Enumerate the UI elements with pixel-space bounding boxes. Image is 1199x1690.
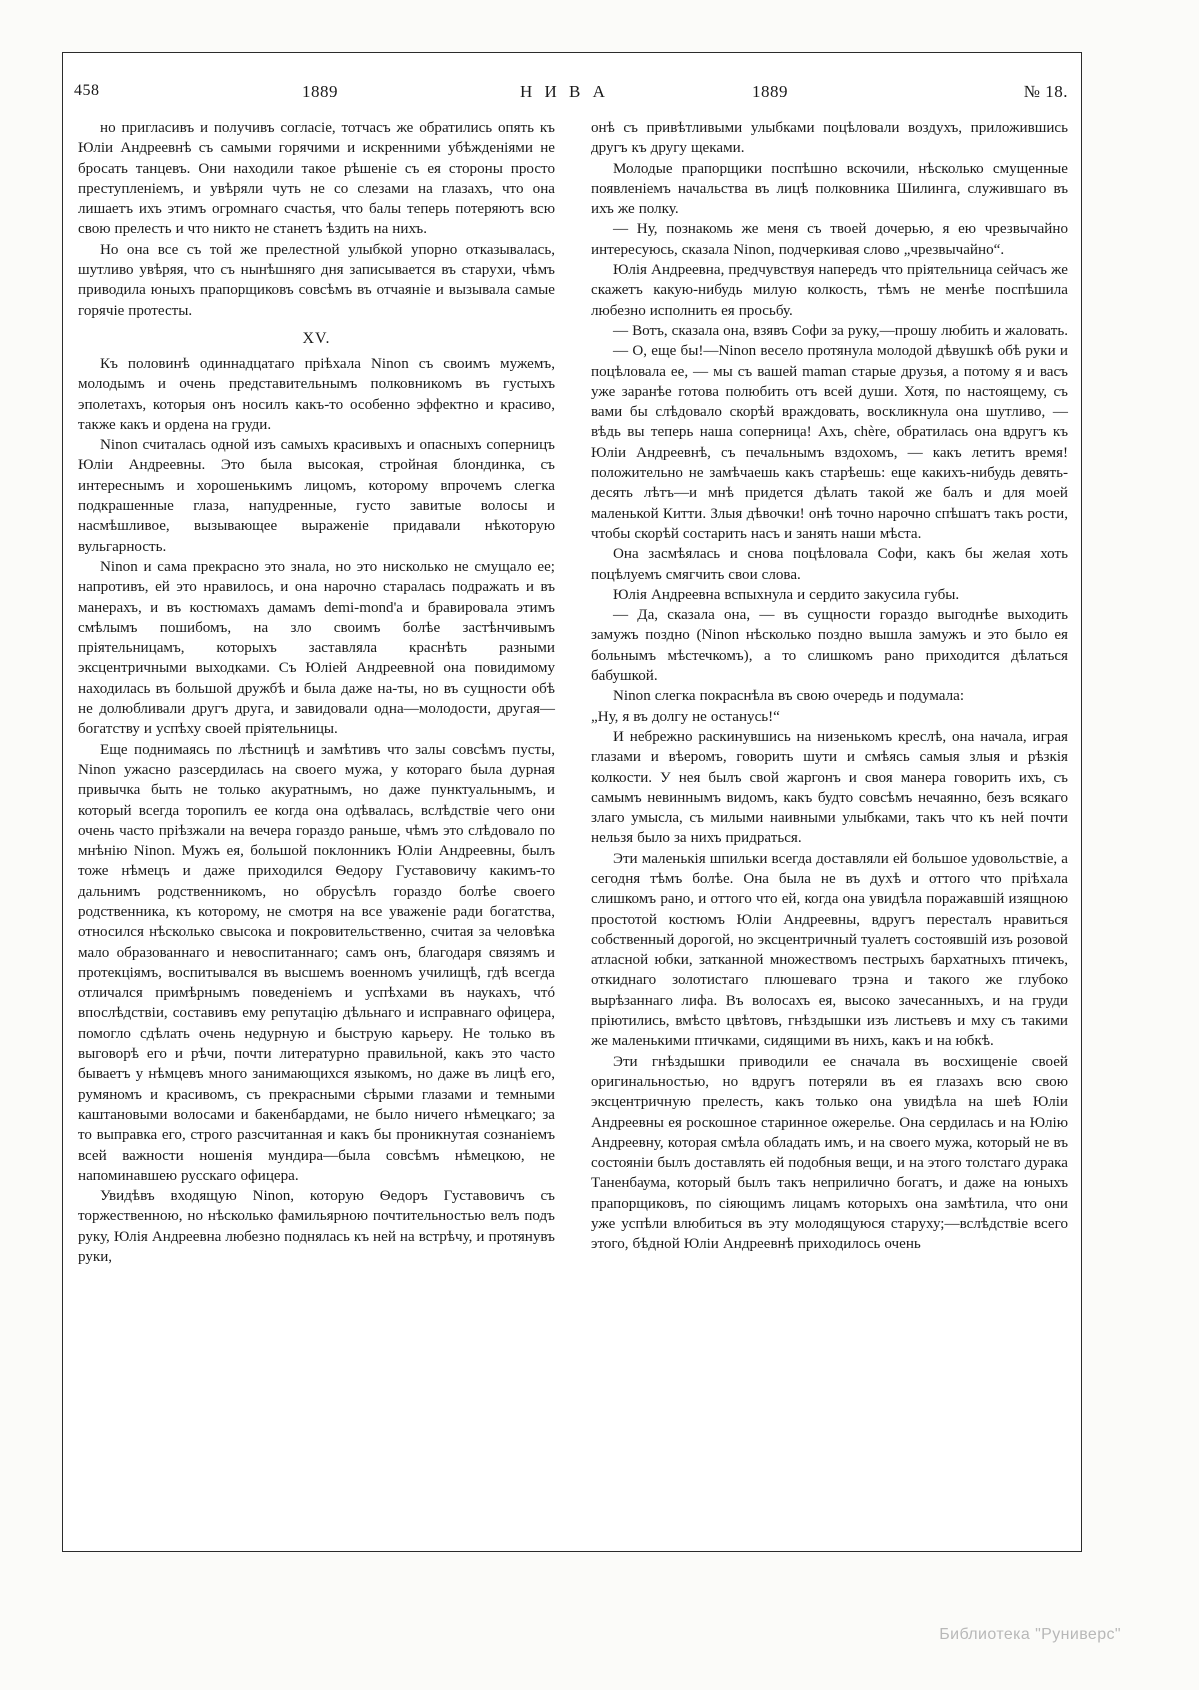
paragraph: Молодые прапорщики поспѣшно вскочили, нѣсколько смущенные появленіемъ начальства въ лицѣ полковника Шилинга, служившаго въ ихъ же полку.: [591, 160, 1068, 218]
paragraph: — Да, сказала она, — въ сущности гораздо выгоднѣе выходить замужъ поздно (Ninon нѣсколько поздно вышла замужъ и это было ея больнымъ мѣстечкомъ), а то слишкомъ рано приходится дѣлаться бабушкой.: [591, 607, 1068, 685]
left-column: [78, 118, 555, 1267]
paragraph: — О, еще бы!—Ninon весело протянула молодой дѣвушкѣ обѣ руки и поцѣловала ее, — мы съ вашей maman старые друзья, а потому я и васъ уже заранѣе готова полюбить отъ всей души. Хотя, по настоящему, съ вами бы слѣдовало скорѣй враждовать, воскликнула она шутливо, — вѣдь вы теперь наша соперница! Ахъ, chère, обратилась она вдругъ къ Юліи Андреевнѣ, съ печальнымъ вздохомъ, — какъ летитъ время! положительно не замѣчаешь какъ старѣешь: еще какихъ-нибудь девять-десять лѣтъ—и мнѣ придется дѣлать такой же балъ и для моей маленькой Китти. Злыя дѣвочки! онѣ точно нарочно спѣшатъ такъ рости, чтобы скорѣй состарить насъ и занять наши мѣста.: [591, 343, 1068, 542]
paragraph: Юлія Андреевна вспыхнула и сердито закусила губы.: [613, 586, 960, 603]
header-year-left: 1889: [302, 82, 338, 101]
paragraph: И небрежно раскинувшись на низенькомъ креслѣ, она начала, играя глазами и вѣеромъ, говорить шути и смѣясь самыя злыя и рѣзкія колкости. У нея былъ свой жаргонъ и своя манера говорить ихъ, съ самымъ невиннымъ видомъ, какъ будто совсѣмъ нечаянно, безъ всякаго злаго умысла, съ милыми наивными улыбками, такъ что къ ней почти нельзя было за нихъ придраться.: [591, 728, 1068, 847]
paragraph: Она засмѣялась и снова поцѣловала Софи, какъ бы желая хоть поцѣлуемъ смягчить свои слова.: [591, 546, 1068, 583]
paragraph: Ninon считалась одной изъ самыхъ красивыхъ и опасныхъ соперницъ Юліи Андреевны. Это была высокая, стройная блондинка, съ интереснымъ и хорошенькимъ лицомъ, которому впрочемъ слегка подкрашенные глаза, напудренные, густо завитые волосы и насмѣшливое, вызывающее выраженіе придавали нѣкоторую вульгарность.: [78, 437, 555, 555]
paragraph: Еще поднимаясь по лѣстницѣ и замѣтивъ что залы совсѣмъ пусты, Ninon ужасно разсердилась на своего мужа, у котораго была дурная привычка быть не только акуратнымъ, но даже пунктуальнымъ, и который всегда торопилъ ее когда она одѣвалась, вслѣдствіе чего они очень часто пріѣзжали на вечера гораздо раньше, чѣмъ это слѣдовало по мнѣнію Ninon. Мужъ ея, большой поклонникъ Юліи Андреевны, былъ тоже нѣмецъ и даже приходился Ѳедору Густавовичу какимъ-то дальнимъ родственникомъ, но обрусѣлъ гораздо болѣе своего родственника, къ которому, не смотря на все уваженіе ради богатства, относился нѣсколько свысока и покровительственно, считая за человѣка мало образованнаго и невоспитаннаго; самъ онъ, благодаря связямъ и протекціямъ, воспитывался въ высшемъ военномъ училищѣ, гдѣ всегда отличался примѣрнымъ поведеніемъ и успѣхами въ наукахъ, чтó впослѣдствіи, составивъ ему репутацію дѣльнаго и исправнаго офицера, помогло сдѣлать очень недурную и быструю карьеру. Не только въ выговорѣ его и рѣчи, почти литературно правильной, какъ это часто бываетъ у нѣмцевъ много занимающихся языкомъ, но даже въ лицѣ его, румяномъ и красивомъ, съ прекрасными сѣрыми глазами и темными каштановыми волосами и бакенбардами, не было ничего нѣмецкаго; за то выправка его, строго разсчитанная и какъ бы проникнутая сознаніемъ всей важности ношенія мундира—была совсѣмъ нѣмецкою, не напоминавшею русскаго офицера.: [78, 741, 555, 1184]
paragraph: Ninon и сама прекрасно это знала, но это нисколько не смущало ее; напротивъ, ей это нравилось, и она нарочно старалась подражать и въ манерахъ, и въ костюмахъ дамамъ demi-mond'a и бравировала этимъ смѣлымъ пошибомъ, на зло своимъ болѣе застѣнчивымъ пріятельницамъ, которыхъ заставляла краснѣть разными эксцентричными выходками. Съ Юліей Андреевной она повидимому находилась въ большой дружбѣ и была даже на-ты, но въ сущности обѣ не долюбливали другъ друга, и завидовали одна—молодости, другая—богатству и успѣху своей пріятельницы.: [78, 558, 555, 738]
page-title: Н И В А: [520, 82, 609, 101]
page-header: [62, 82, 1082, 108]
paragraph: Ninon слегка покраснѣла въ свою очередь и подумала:: [613, 688, 965, 705]
header-page-number: 458: [74, 82, 100, 99]
paragraph: Юлія Андреевна, предчувствуя напередъ что пріятельница сейчасъ же скажетъ какую-нибудь милую колкость, тѣмъ не менѣе поспѣшила любезно исполнить ея просьбу.: [591, 262, 1068, 319]
paragraph: Увидѣвъ входящую Ninon, которую Ѳедоръ Густавовичъ съ торжественною, но нѣсколько фамильярною почтительностью велъ подъ руку, Юлія Андреевна любезно поднялась къ ней на встрѣчу, и протянувъ руки,: [78, 1188, 555, 1266]
paragraph: — Вотъ, сказала она, взявъ Софи за руку,—прошу любить и жаловать.: [613, 322, 1068, 339]
paragraph: онѣ съ привѣтливыми улыбками поцѣловали воздухъ, приложившись другъ къ другу щеками.: [591, 120, 1068, 157]
library-watermark: Библиотека "Руниверс": [939, 1626, 1121, 1643]
paragraph: Эти гнѣздышки приводили ее сначала въ восхищеніе своей оригинальностью, но вдругъ потеряли въ ея глазахъ всю свою эксцентричную прелесть, какъ только она увидѣла на шеѣ Юліи Андреевны ея роскошное старинное ожерелье. Она сердилась и на Юлію Андреевну, которая смѣла обладать имъ, и на своего мужа, который не въ состояніи былъ доставлять ей подобныя вещи, и на этого толстаго дурака Таненбаума, который былъ такъ неприлично богатъ, и даже на юныхъ прапорщиковъ, по сіяющимъ лицамъ которыхъ она замѣтила, что они уже успѣли влюбиться въ эту молодящуюся старуху;—вслѣдствіе всего этого, бѣдной Юліи Андреевнѣ приходилось очень: [591, 1053, 1068, 1253]
paragraph: — Ну, познакомь же меня съ твоей дочерью, я ею чрезвычайно интересуюсь, сказала Ninon, подчеркивая слово „чрезвычайно“.: [591, 221, 1068, 258]
header-issue-number: № 18.: [1023, 82, 1068, 101]
article-body: [78, 118, 1068, 1267]
header-year-right: 1889: [752, 82, 788, 101]
right-column: [591, 118, 1068, 1267]
paragraph: „Ну, я въ долгу не останусь!“: [591, 708, 780, 725]
section-number: XV.: [302, 329, 331, 347]
paragraph: Къ половинѣ одиннадцатаго пріѣхала Ninon съ своимъ мужемъ, молодымъ и очень представительнымъ полковникомъ въ густыхъ эполетахъ, которыя онъ носилъ какъ-то особенно эффектно и красиво, также какъ и ордена на груди.: [78, 355, 555, 433]
paragraph: Эти маленькія шпильки всегда доставляли ей большое удовольствіе, а сегодня тѣмъ болѣе. Она была не въ духѣ и оттого что пріѣхала слишкомъ рано, и оттого что ей, когда она увидѣла поражавшій изящною простотой костюмъ Юліи Андреевны, вдругъ пересталъ нравиться собственный дорогой, но эксцентричный туалетъ состоявшій изъ розовой атласной юбки, затканной множествомъ пестрыхъ бархатныхъ птичекъ, откиднаго золотистаго плюшеваго трэна и такого же глубоко вырѣзаннаго лифа. Въ волосахъ ея, высоко зачесанныхъ, и на груди пріютились, вмѣсто цвѣтовъ, гнѣздышки изъ листьевъ и мху съ такими же маленькими птичками, сидящими въ нихъ, какъ и на юбкѣ.: [591, 850, 1068, 1050]
paragraph: но пригласивъ и получивъ согласіе, тотчасъ же обратились опять къ Юліи Андреевнѣ съ самыми горячими и искренними убѣжденіями не бросать танцевъ. Они находили такое рѣшеніе съ ея стороны просто преступленіемъ, и увѣряли чуть не со слезами на глазахъ, что она лишаетъ ихъ этимъ огромнаго счастья, что балы теперь потеряютъ всю свою прелесть и что никто не станетъ ѣздить на нихъ.: [78, 120, 555, 238]
paragraph: Но она все съ той же прелестной улыбкой упорно отказывалась, шутливо увѣряя, что съ нынѣшняго дня записывается въ старухи, чѣмъ приводила юныхъ прапорщиковъ совсѣмъ въ отчаяніе и вызывала самые горячіе протесты.: [78, 241, 555, 319]
